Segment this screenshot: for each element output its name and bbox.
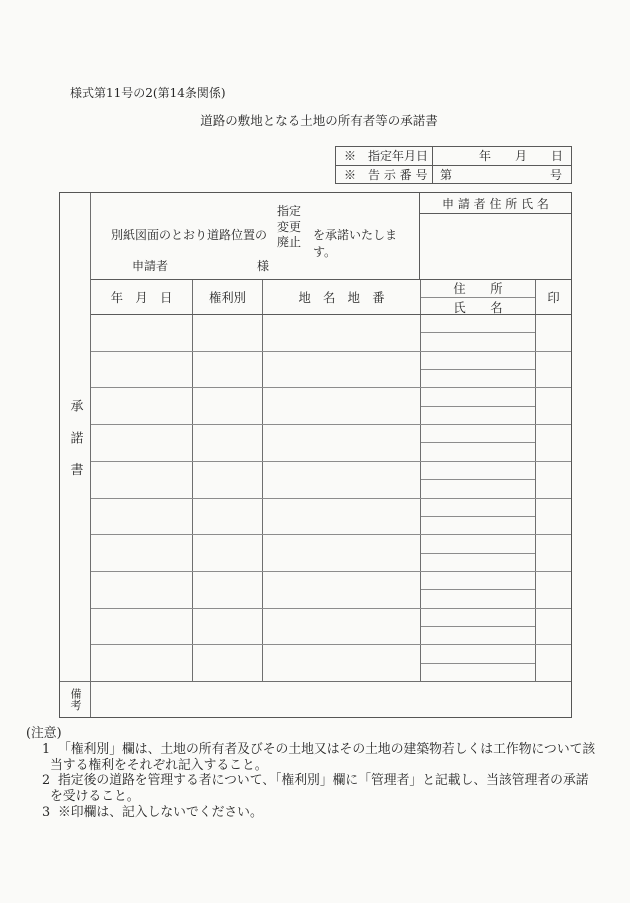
address-subcell (421, 645, 535, 663)
designation-box (335, 146, 572, 184)
table-row (91, 461, 571, 498)
notes-heading: (注意) (26, 726, 62, 741)
address-subcell (421, 462, 535, 480)
place-cell (263, 425, 421, 461)
table-left-column (60, 193, 91, 717)
seal-cell (536, 572, 571, 608)
address-subcell (421, 499, 535, 517)
seal-cell (536, 388, 571, 424)
address-name-cell (421, 645, 536, 681)
table-row (91, 424, 571, 461)
address-subcell (421, 609, 535, 627)
form-number: 様式第11号の2(第14条関係) (70, 86, 226, 100)
column-header-address: 住 所 (421, 279, 535, 298)
seal-cell (536, 352, 571, 388)
seal-cell (536, 499, 571, 535)
right-type-cell (193, 315, 263, 351)
address-name-cell (421, 572, 536, 608)
page-title: 道路の敷地となる土地の所有者等の承諾書 (200, 113, 438, 128)
statement-option-abolition: 廃止 (277, 235, 302, 249)
date-cell (91, 499, 193, 535)
table-row (91, 644, 571, 681)
right-type-cell (193, 535, 263, 571)
designation-date-row (336, 147, 571, 165)
address-name-cell (421, 535, 536, 571)
address-subcell (421, 425, 535, 443)
date-cell (91, 462, 193, 498)
date-cell (91, 609, 193, 645)
address-name-cell (421, 352, 536, 388)
address-name-cell (421, 609, 536, 645)
name-subcell (421, 407, 535, 424)
right-type-cell (193, 462, 263, 498)
designation-date-value: 年 月 日 (478, 149, 563, 164)
place-cell (263, 352, 421, 388)
date-cell (91, 535, 193, 571)
date-cell (91, 315, 193, 351)
place-cell (263, 388, 421, 424)
seal-cell (536, 425, 571, 461)
column-header-name: 氏 名 (453, 300, 503, 315)
note-number: 2 (42, 773, 51, 789)
column-header-date: 年 月 日 (91, 280, 193, 314)
name-subcell (421, 370, 535, 387)
note-text-line: 当する権利をそれぞれ記入すること。 (50, 757, 268, 773)
statement-option-change: 変更 (277, 219, 302, 234)
column-header-place: 地 名 地 番 (263, 280, 421, 314)
applicant-address-name-blank (420, 214, 571, 279)
table-row (91, 571, 571, 608)
right-type-cell (193, 572, 263, 608)
note-number: 1 (42, 741, 51, 757)
notes-section (26, 726, 618, 821)
statement-honorific: 様 (257, 259, 270, 273)
statement-line2: を承諾いたします。 (313, 228, 398, 259)
note-item-2 (26, 773, 618, 805)
column-header-right-type: 権利別 (193, 280, 263, 314)
name-subcell (421, 443, 535, 460)
table-row (91, 314, 571, 351)
right-type-cell (193, 499, 263, 535)
note-item-3 (26, 805, 618, 821)
statement-line1: 別紙図面のとおり道路位置の (111, 228, 268, 242)
place-cell (263, 499, 421, 535)
note-number: 3 (42, 804, 51, 820)
statement-options (277, 204, 301, 251)
place-cell (263, 609, 421, 645)
designation-date-label: ※ 指定年月日 (336, 147, 433, 165)
address-subcell (421, 535, 535, 553)
address-subcell (421, 388, 535, 406)
notice-number-label: ※ 告 示 番 号 (336, 166, 433, 184)
place-cell (263, 645, 421, 681)
column-header-address-name (421, 280, 536, 314)
notice-number-value (433, 166, 571, 184)
date-cell (91, 425, 193, 461)
applicant-address-name-header: 申 請 者 住 所 氏 名 (420, 193, 571, 214)
place-cell (263, 462, 421, 498)
table-row (91, 498, 571, 535)
place-cell (263, 572, 421, 608)
name-subcell (421, 554, 535, 571)
address-name-cell (421, 499, 536, 535)
column-header-row (91, 279, 571, 314)
table-row (91, 534, 571, 571)
remark-label-cell (60, 681, 91, 717)
statement-cell (91, 193, 419, 279)
seal-cell (536, 645, 571, 681)
note-item-1 (26, 742, 618, 774)
address-subcell (421, 352, 535, 370)
note-text-line: 指定後の道路を管理する者について、「権利別」欄に「管理者」と記載し、当該管理者の承諾 (58, 773, 589, 789)
seal-cell (536, 315, 571, 351)
name-subcell (421, 627, 535, 644)
notice-number-prefix: 第 (440, 167, 453, 182)
right-type-cell (193, 609, 263, 645)
statement-option-designation: 指定 (277, 204, 302, 218)
place-cell (263, 315, 421, 351)
consent-table (59, 192, 572, 718)
table-body-rows (91, 314, 571, 681)
note-text-line: ※印欄は、記入しないでください。 (58, 804, 263, 820)
address-name-cell (421, 315, 536, 351)
note-text-line: を受けること。 (50, 789, 140, 805)
consent-side-label-cell (60, 193, 91, 681)
applicant-address-name-cell (419, 193, 571, 279)
address-subcell (421, 572, 535, 590)
consent-side-label: 承諾書 (67, 398, 83, 495)
address-subcell (421, 315, 535, 333)
table-row (91, 387, 571, 424)
notice-number-row (336, 165, 571, 184)
statement-applicant: 申請者 (132, 259, 169, 273)
right-type-cell (193, 388, 263, 424)
right-type-cell (193, 352, 263, 388)
table-main-column (91, 193, 571, 717)
date-cell (91, 572, 193, 608)
note-text-line: 「権利別」欄は、土地の所有者及びその土地又はその土地の建築物若しくは工作物について該 (58, 741, 596, 757)
address-name-cell (421, 425, 536, 461)
table-row (91, 351, 571, 388)
date-cell (91, 645, 193, 681)
right-type-cell (193, 425, 263, 461)
remark-label: 備考 (69, 687, 82, 712)
remark-content-cell (91, 681, 571, 717)
name-subcell (421, 664, 535, 681)
seal-cell (536, 462, 571, 498)
seal-cell (536, 609, 571, 645)
date-cell (91, 388, 193, 424)
date-cell (91, 352, 193, 388)
name-subcell (421, 480, 535, 497)
name-subcell (421, 333, 535, 350)
table-header-section (91, 193, 571, 279)
seal-cell (536, 535, 571, 571)
name-subcell (421, 590, 535, 607)
notice-number-suffix: 号 (549, 167, 562, 182)
address-name-cell (421, 462, 536, 498)
column-header-seal: 印 (547, 291, 560, 305)
right-type-cell (193, 645, 263, 681)
place-cell (263, 535, 421, 571)
table-row (91, 608, 571, 645)
address-name-cell (421, 388, 536, 424)
name-subcell (421, 517, 535, 534)
